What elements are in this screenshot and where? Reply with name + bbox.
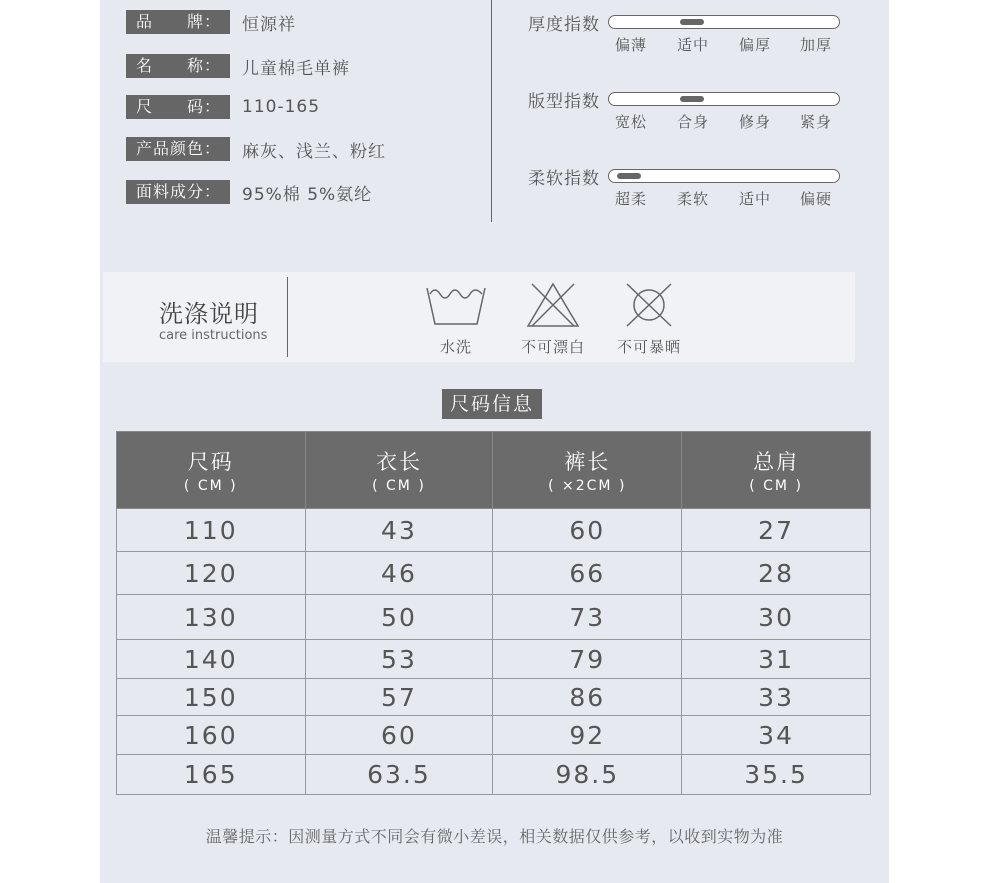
table-cell: 35.5 (682, 755, 871, 795)
care-label: 水洗 (439, 338, 472, 356)
table-cell: 43 (305, 509, 493, 552)
table-cell: 150 (117, 679, 306, 716)
care-item-no-tumble (609, 282, 689, 357)
size-table-title: 尺码信息 (442, 389, 542, 419)
table-row (117, 640, 871, 679)
header-cell (493, 432, 682, 509)
table-cell: 66 (493, 552, 682, 595)
table-cell: 130 (117, 595, 306, 640)
table-cell: 33 (682, 679, 871, 716)
table-cell: 73 (493, 595, 682, 640)
table-row (117, 552, 871, 595)
header-label: 总肩 (753, 450, 800, 474)
care-item-no-bleach (513, 282, 593, 357)
index-tick: 修身 (738, 113, 771, 131)
spec-divider (491, 0, 492, 222)
table-row (117, 679, 871, 716)
table-cell: 86 (493, 679, 682, 716)
spec-label: 品 牌： (126, 10, 230, 34)
spec-label: 产品颜色： (126, 137, 230, 161)
index-track (608, 15, 840, 29)
index-tick: 适中 (676, 36, 709, 54)
care-divider (287, 277, 288, 357)
index-ticks (608, 188, 918, 208)
header-unit: ( CM ) (372, 478, 426, 494)
index-tick: 超柔 (614, 190, 647, 208)
header-label: 衣长 (375, 450, 422, 474)
table-cell: 28 (682, 552, 871, 595)
index-tick: 偏硬 (799, 190, 832, 208)
index-label: 厚度指数 (528, 15, 600, 35)
table-cell: 31 (682, 640, 871, 679)
index-tick: 紧身 (799, 113, 832, 131)
no-tumble-dry-icon (624, 282, 674, 328)
spec-label: 面料成分： (126, 180, 230, 204)
table-cell: 98.5 (493, 755, 682, 795)
table-cell: 120 (117, 552, 306, 595)
index-track (608, 169, 840, 183)
index-tick: 适中 (738, 190, 771, 208)
table-cell: 63.5 (305, 755, 493, 795)
size-table (116, 431, 871, 795)
table-cell: 50 (305, 595, 493, 640)
table-row (117, 595, 871, 640)
care-label: 不可暴晒 (616, 338, 681, 356)
spec-name (126, 54, 350, 78)
table-row (117, 755, 871, 795)
table-cell: 140 (117, 640, 306, 679)
spec-label: 名 称： (126, 54, 230, 78)
size-table-header (117, 432, 871, 509)
header-cell (305, 432, 493, 509)
spec-value: 麻灰、浅兰、粉红 (242, 141, 386, 162)
index-knob (617, 173, 641, 179)
spec-value: 110-165 (242, 97, 321, 117)
table-cell: 57 (305, 679, 493, 716)
index-label: 版型指数 (528, 92, 600, 112)
table-row (117, 509, 871, 552)
spec-value: 95%棉 5%氨纶 (242, 184, 373, 205)
table-cell: 60 (493, 509, 682, 552)
care-label: 不可漂白 (520, 338, 585, 356)
care-item-wash (416, 282, 496, 357)
index-tick: 合身 (676, 113, 709, 131)
header-label: 裤长 (564, 450, 611, 474)
disclaimer-note: 温馨提示：因测量方式不同会有微小差误，相关数据仅供参考，以收到实物为准 (205, 827, 784, 846)
wash-basin-icon (425, 282, 487, 328)
table-cell: 53 (305, 640, 493, 679)
spec-size (126, 95, 320, 119)
header-unit: ( CM ) (749, 478, 803, 494)
index-tick: 宽松 (614, 113, 647, 131)
table-cell: 79 (493, 640, 682, 679)
table-cell: 34 (682, 716, 871, 755)
index-ticks (608, 34, 918, 54)
header-unit: ( CM ) (183, 478, 238, 494)
table-cell: 30 (682, 595, 871, 640)
index-knob (680, 19, 704, 25)
header-label: 尺码 (187, 450, 234, 474)
spec-value: 儿童棉毛单裤 (242, 58, 350, 79)
table-cell: 92 (493, 716, 682, 755)
spec-label: 尺 码： (126, 95, 230, 119)
table-cell: 60 (305, 716, 493, 755)
header-unit: ( ×2CM ) (548, 478, 627, 494)
table-cell: 165 (117, 755, 306, 795)
table-cell: 160 (117, 716, 306, 755)
index-track (608, 92, 840, 106)
table-cell: 110 (117, 509, 306, 552)
table-cell: 27 (682, 509, 871, 552)
no-bleach-icon (526, 282, 580, 328)
spec-fabric (126, 180, 372, 204)
header-cell (117, 432, 306, 509)
index-tick: 柔软 (676, 190, 709, 208)
index-tick: 偏厚 (738, 36, 771, 54)
care-title: 洗涤说明 (159, 300, 259, 328)
spec-value: 恒源祥 (242, 14, 296, 35)
index-tick: 偏薄 (614, 36, 647, 54)
care-instructions (103, 272, 855, 362)
index-knob (680, 96, 704, 102)
index-ticks (608, 111, 918, 131)
header-cell (682, 432, 871, 509)
table-row (117, 716, 871, 755)
table-cell: 46 (305, 552, 493, 595)
care-subtitle: care instructions (159, 328, 268, 343)
spec-color (126, 137, 386, 161)
index-tick: 加厚 (799, 36, 832, 54)
index-label: 柔软指数 (528, 169, 600, 189)
spec-brand (126, 10, 296, 34)
